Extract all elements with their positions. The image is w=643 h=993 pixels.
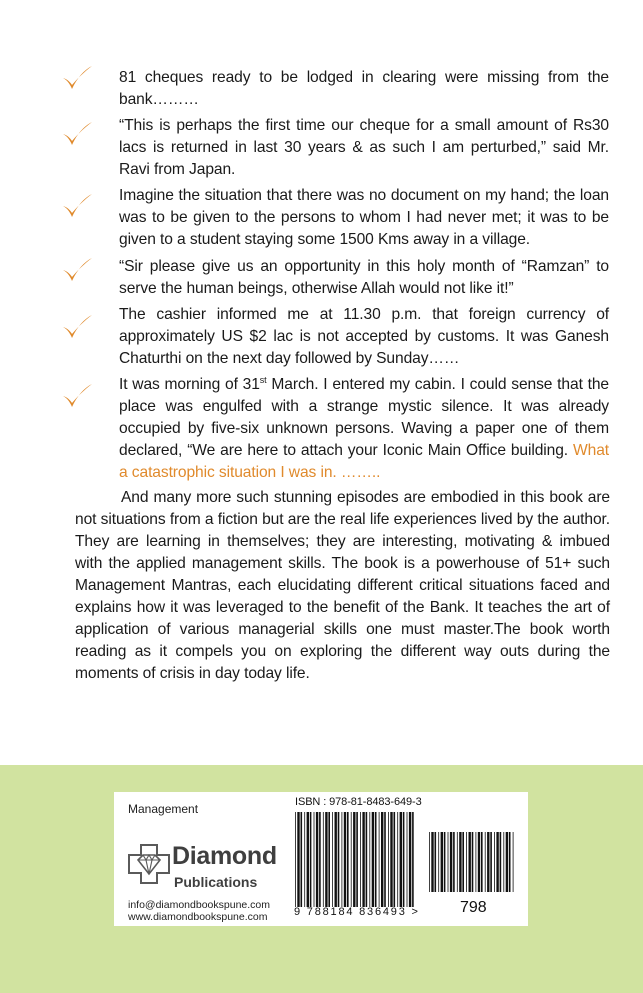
highlight-text: What a catastrophic situation I was in. …….. (119, 442, 609, 481)
checkmark-icon (60, 64, 94, 92)
price-addon-barcode (428, 832, 514, 892)
point-text-end: March. I entered my cabin. I could sense that the place was engulfed with a strange mystic silence. It was already occupied by five-six unknown persons. Waving a paper one of them declared, “We are here to attach your Iconic Main Office building. (119, 376, 609, 459)
ordinal-suffix: st (259, 375, 267, 385)
checkmark-icon (60, 192, 94, 220)
publisher-name: Diamond (172, 842, 277, 870)
checkmark-icon (60, 120, 94, 148)
publisher-email: info@diamondbookspune.com (128, 899, 270, 911)
publisher-website: www.diamondbookspune.com (128, 911, 268, 923)
point-text (119, 374, 609, 484)
category-label: Management (128, 802, 199, 816)
checkmark-icon (60, 313, 94, 341)
isbn-label: ISBN : 978-81-8483-649-3 (295, 796, 422, 808)
point-text-start: It was morning of 31 (119, 376, 260, 393)
diamond-logo-icon (126, 842, 172, 886)
point-text: “This is perhaps the first time our cheque for a small amount of Rs30 lacs is returned in last 30 years & as such I am perturbed,” said Mr. Ravi from Japan. (119, 117, 609, 178)
summary-text: And many more such stunning episodes are embodied in this book are not situations from a fiction but are the real life experiences lived by the author. They are learning in themselves; they are interesting, motivating & imbued with the applied management skills. The book is a powerhouse of 51+ such Management Mantras, each elucidating different critical situations faced and explains how it was leveraged to the benefit of the Bank. It teaches the art of application of various managerial skills one must master.The book worth reading as it compels you on exploring the different way outs during the moments of crisis in day today life. (75, 489, 610, 682)
point-text: 81 cheques ready to be lodged in clearing were missing from the bank……… (119, 69, 609, 108)
point-text: The cashier informed me at 11.30 p.m. that foreign currency of approximately US $2 lac is not accepted by customs. It was Ganesh Chaturthi on the next day followed by Sunday…… (119, 306, 609, 367)
isbn-barcode (294, 812, 414, 907)
point-text: Imagine the situation that there was no document on my hand; the loan was to be given to the persons to whom I had never met; it was to be given to a student staying some 1500 Kms away in a village. (119, 187, 609, 248)
point-text: “Sir please give us an opportunity in this holy month of “Ramzan” to serve the human beings, otherwise Allah would not like it!” (119, 258, 609, 297)
barcode-digits: 9 788184 836493 > (294, 906, 420, 918)
summary-paragraph (75, 487, 610, 685)
addon-number: 798 (460, 899, 487, 916)
publisher-panel (114, 792, 528, 926)
checkmark-icon (60, 256, 94, 284)
publisher-subtitle: Publications (174, 874, 258, 890)
checkmark-icon (60, 382, 94, 410)
